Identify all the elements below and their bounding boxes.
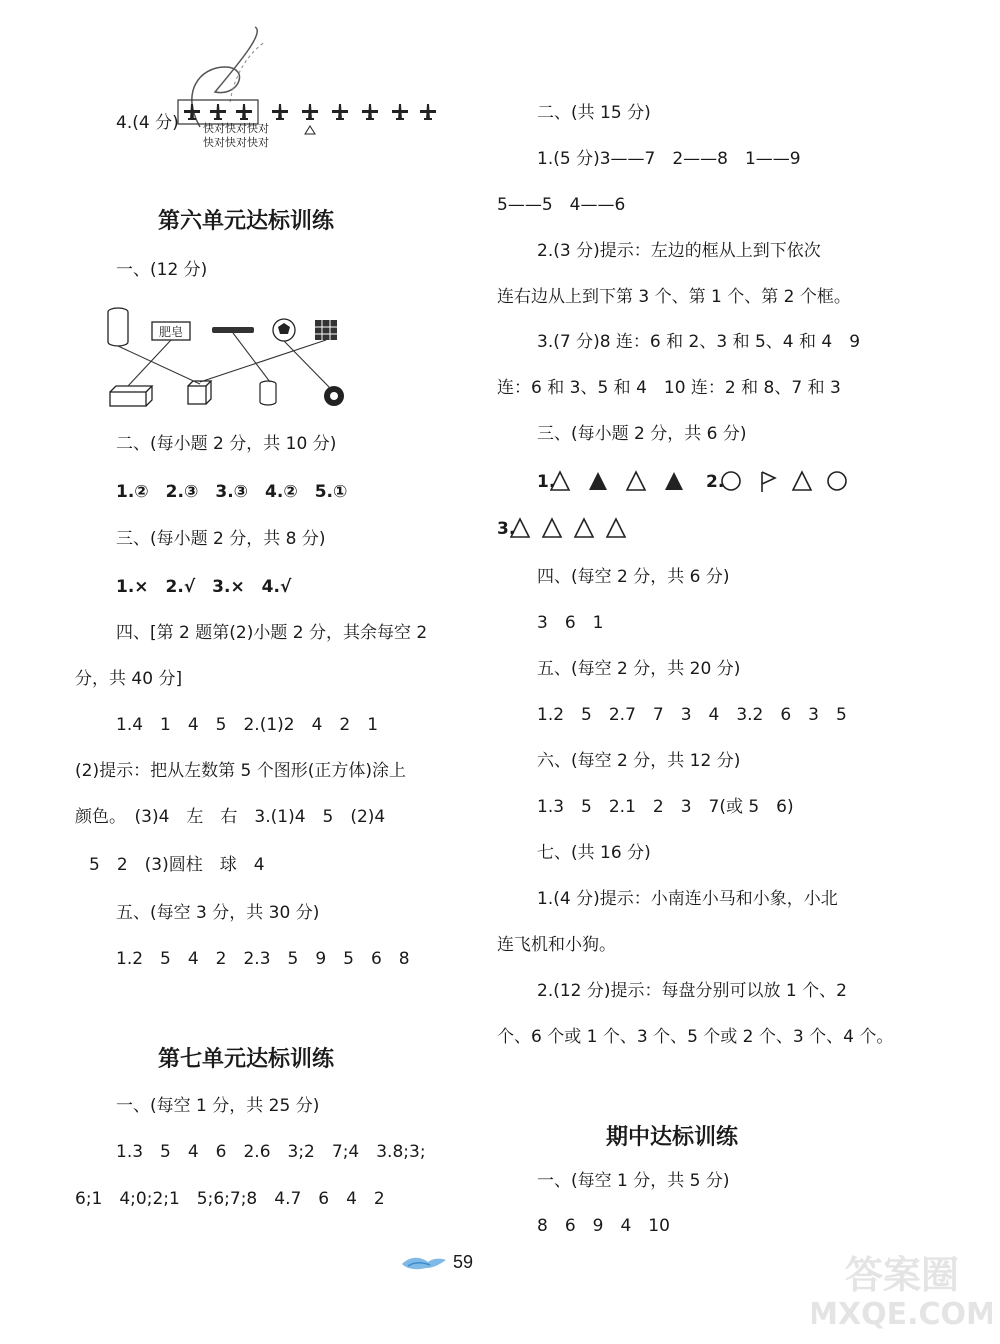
u6-section3-answers: 1.× 2.√ 3.× 4.√ bbox=[116, 577, 292, 597]
watermark-logo bbox=[812, 1244, 992, 1336]
triangle-outline-icon bbox=[575, 519, 593, 537]
r-section3-q3-shapes bbox=[510, 515, 632, 545]
item4-caption-2: 快对快对快对 bbox=[203, 136, 269, 149]
u6-section3-header: 三、(每小题 2 分，共 8 分) bbox=[116, 529, 326, 549]
u6-section5-header: 五、(每空 3 分，共 30 分) bbox=[116, 903, 320, 923]
r-section3-q3-label: 3. bbox=[497, 519, 516, 539]
triangle-filled-icon bbox=[589, 472, 607, 490]
triangle-outline-icon bbox=[511, 519, 529, 537]
svg-text:MXQE.COM: MXQE.COM bbox=[812, 1297, 992, 1332]
r-section2-answer-line2: 5——5 4——6 bbox=[497, 195, 626, 215]
r-section3-q1-shapes bbox=[550, 468, 690, 498]
cylinder-icon bbox=[260, 381, 276, 405]
r-section7-header: 七、(共 16 分) bbox=[537, 843, 651, 863]
r-section2-header: 二、(共 15 分) bbox=[537, 103, 651, 123]
shapes-matching-figure bbox=[100, 300, 360, 416]
midterm-section1-header: 一、(每空 1 分，共 5 分) bbox=[537, 1171, 730, 1191]
r-section2-answer-line3: 2.(3 分)提示：左边的框从上到下依次 bbox=[537, 241, 821, 261]
ball-icon bbox=[273, 319, 295, 341]
u6-section5-answers: 1.2 5 4 2 2.3 5 9 5 6 8 bbox=[116, 949, 410, 969]
bird-logo-icon bbox=[400, 1250, 448, 1278]
u6-section4-answer-line1: 1.4 1 4 5 2.(1)2 4 2 1 bbox=[116, 715, 379, 735]
r-section4-answers: 3 6 1 bbox=[537, 613, 604, 633]
triangle-outline-icon bbox=[627, 472, 645, 490]
midterm-title: 期中达标训练 bbox=[606, 1125, 739, 1150]
u6-section2-header: 二、(每小题 2 分，共 10 分) bbox=[116, 434, 337, 454]
u7-section1-answer-line1: 1.3 5 4 6 2.6 3;2 7;4 3.8;3; bbox=[116, 1142, 426, 1162]
u6-section1-header: 一、(12 分) bbox=[116, 260, 208, 280]
item4-caption-1: 快对快对快对 bbox=[203, 122, 269, 135]
r-section2-answer-line5: 3.(7 分)8 连：6 和 2、3 和 5、4 和 4 9 bbox=[537, 332, 861, 352]
u6-section4-answer-line3: 颜色。 (3)4 左 右 3.(1)4 5 (2)4 bbox=[75, 807, 386, 827]
r-section7-answer-line2: 连飞机和小狗。 bbox=[497, 935, 616, 955]
r-section2-answer-line4: 连右边从上到下第 3 个、第 1 个、第 2 个框。 bbox=[497, 287, 851, 307]
u6-section4-answer-line4: 5 2 (3)圆柱 球 4 bbox=[89, 855, 265, 875]
u7-section1-header: 一、(每空 1 分，共 25 分) bbox=[116, 1096, 320, 1116]
u6-section2-answers: 1.② 2.③ 3.③ 4.② 5.① bbox=[116, 482, 348, 502]
r-section4-header: 四、(每空 2 分，共 6 分) bbox=[537, 567, 730, 587]
r-section3-header: 三、(每小题 2 分，共 6 分) bbox=[537, 424, 747, 444]
cube-icon bbox=[188, 381, 211, 404]
u6-section4-header-line1: 四、[第 2 题第(2)小题 2 分，其余每空 2 bbox=[116, 623, 428, 643]
triangle-outline-icon bbox=[543, 519, 561, 537]
soap-icon bbox=[152, 322, 190, 340]
rubiks-cube-icon bbox=[315, 320, 337, 340]
r-section5-header: 五、(每空 2 分，共 20 分) bbox=[537, 659, 741, 679]
u6-section4-answer-line2: (2)提示：把从左数第 5 个图形(正方体)涂上 bbox=[75, 761, 406, 781]
triangle-outline-icon bbox=[551, 472, 569, 490]
unit7-title: 第七单元达标训练 bbox=[158, 1047, 335, 1072]
svg-text:肥皂: 肥皂 bbox=[158, 325, 184, 339]
r-section3-q1-label: 1. bbox=[537, 472, 556, 492]
u6-section4-header-line2: 分，共 40 分] bbox=[75, 669, 183, 689]
circle-icon bbox=[722, 472, 740, 490]
triangle-filled-icon bbox=[665, 472, 683, 490]
page-number: 59 bbox=[453, 1252, 474, 1272]
r-section7-answer-line1: 1.(4 分)提示：小南连小马和小象，小北 bbox=[537, 889, 838, 909]
r-section5-answers: 1.2 5 2.7 7 3 4 3.2 6 3 5 bbox=[537, 705, 847, 725]
svg-text:答案圈: 答案圈 bbox=[844, 1253, 960, 1297]
r-section2-answer-line6: 连：6 和 3、5 和 4 10 连：2 和 8、7 和 3 bbox=[497, 378, 841, 398]
circle-icon bbox=[828, 472, 846, 490]
triangle-outline-icon bbox=[607, 519, 625, 537]
can-icon bbox=[108, 308, 128, 346]
triangle-outline-icon bbox=[793, 472, 811, 490]
u7-section1-answer-line2: 6;1 4;0;2;1 5;6;7;8 4.7 6 4 2 bbox=[75, 1189, 385, 1209]
r-section7-answer-line4: 个、6 个或 1 个、3 个、5 个或 2 个、3 个、4 个。 bbox=[497, 1027, 894, 1047]
r-section7-answer-line3: 2.(12 分)提示：每盘分别可以放 1 个、2 bbox=[537, 981, 847, 1001]
unit6-title: 第六单元达标训练 bbox=[158, 209, 335, 234]
r-section3-q2-shapes bbox=[720, 468, 850, 498]
r-section6-answers: 1.3 5 2.1 2 3 7(或 5 6) bbox=[537, 797, 794, 817]
r-section2-answer-line1: 1.(5 分)3——7 2——8 1——9 bbox=[537, 149, 801, 169]
r-section3-q2-label: 2. bbox=[706, 472, 725, 492]
flag-icon bbox=[762, 472, 775, 492]
ruler-icon bbox=[212, 327, 254, 333]
item4-label: 4.(4 分) bbox=[116, 113, 179, 133]
midterm-section1-answers: 8 6 9 4 10 bbox=[537, 1216, 670, 1236]
r-section6-header: 六、(每空 2 分，共 12 分) bbox=[537, 751, 741, 771]
sphere-icon bbox=[324, 386, 344, 406]
cuboid-icon bbox=[110, 386, 152, 406]
